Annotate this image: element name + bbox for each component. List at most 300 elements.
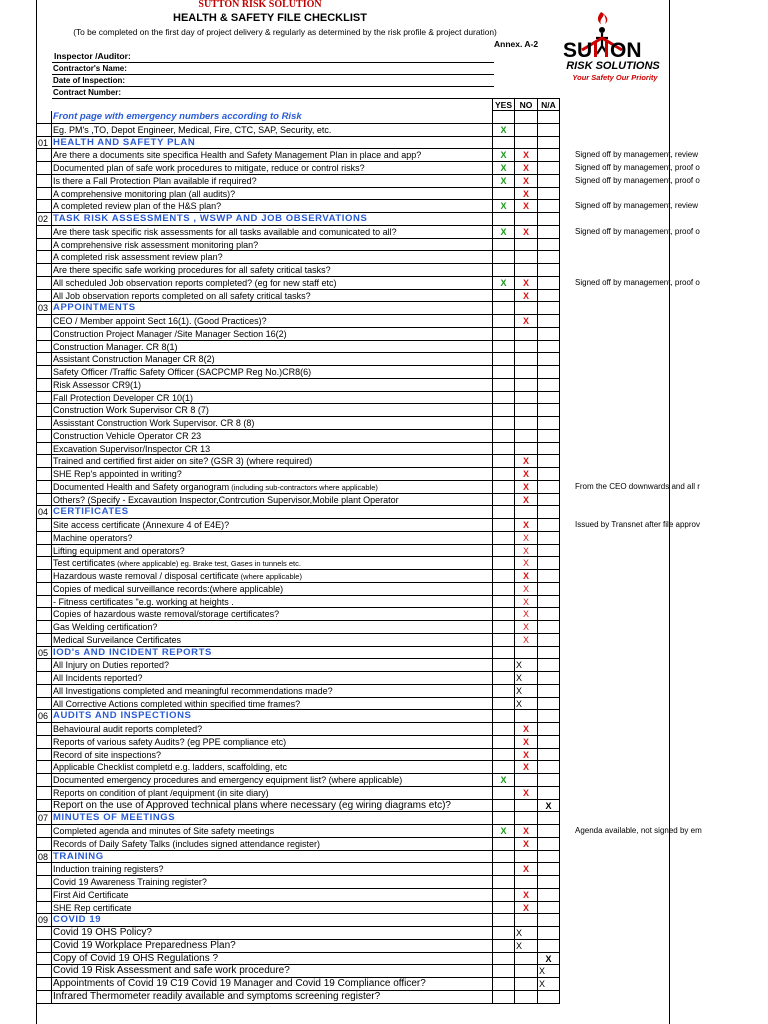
section-number: 07 [36, 812, 52, 825]
n-checkbox-cell[interactable] [515, 494, 538, 507]
y-checkbox-cell[interactable] [492, 188, 515, 201]
a-checkbox-cell[interactable] [538, 634, 560, 647]
section-number [36, 404, 52, 417]
section-number [36, 455, 52, 468]
checklist-row [0, 239, 768, 252]
a-checkbox-cell[interactable] [538, 953, 560, 966]
n-mark: X [522, 724, 529, 734]
y-checkbox-cell[interactable] [492, 749, 515, 762]
checklist-row [0, 264, 768, 277]
n-checkbox-cell[interactable] [515, 723, 538, 736]
a-checkbox-cell[interactable] [538, 277, 560, 290]
question-label: Test certificates [53, 558, 116, 569]
n-checkbox-cell[interactable] [515, 863, 538, 876]
question-label: Construction Work Supervisor CR 8 (7) [53, 405, 209, 416]
n-mark: X [522, 596, 529, 607]
empty-cell [538, 647, 560, 660]
empty-cell [538, 914, 560, 927]
y-checkbox-cell[interactable] [492, 379, 515, 392]
y-checkbox-cell[interactable] [492, 200, 515, 213]
n-checkbox-cell[interactable] [515, 468, 538, 481]
checklist-row [0, 965, 768, 978]
a-checkbox-cell[interactable] [538, 494, 560, 507]
question-text [52, 290, 492, 303]
y-checkbox-cell[interactable] [492, 698, 515, 711]
y-checkbox-cell[interactable] [492, 251, 515, 264]
question-label: Trained and certified first aider on site? (GSR 3) (where required) [53, 456, 313, 467]
checklist-row [0, 902, 768, 915]
empty-cell [538, 137, 560, 150]
y-checkbox-cell[interactable] [492, 953, 515, 966]
y-checkbox-cell[interactable] [492, 494, 515, 507]
checklist-row [0, 723, 768, 736]
a-checkbox-cell[interactable] [538, 800, 560, 813]
question-label: All Corrective Actions completed within specified time frames? [53, 698, 301, 709]
n-checkbox-cell[interactable] [515, 404, 538, 417]
n-mark: X [522, 902, 529, 913]
y-checkbox-cell[interactable] [492, 417, 515, 430]
y-checkbox-cell[interactable] [492, 965, 515, 978]
section-number [36, 111, 52, 124]
n-mark: X [522, 532, 529, 543]
question-note: (where applicable) [238, 572, 302, 581]
section-number [36, 787, 52, 800]
n-checkbox-cell[interactable] [515, 277, 538, 290]
question-label: All Injury on Duties reported? [53, 660, 170, 671]
y-checkbox-cell[interactable] [492, 392, 515, 405]
n-checkbox-cell[interactable] [515, 736, 538, 749]
n-checkbox-cell[interactable] [515, 341, 538, 354]
section-number [36, 341, 52, 354]
a-checkbox-cell[interactable] [538, 404, 560, 417]
a-checkbox-cell[interactable] [538, 353, 560, 366]
y-checkbox-cell[interactable] [492, 430, 515, 443]
a-checkbox-cell[interactable] [538, 965, 560, 978]
y-checkbox-cell[interactable] [492, 736, 515, 749]
y-checkbox-cell[interactable] [492, 787, 515, 800]
checklist-row [0, 685, 768, 698]
question-label: Are there specific safe working procedures for all safety critical tasks? [53, 265, 331, 275]
a-checkbox-cell[interactable] [538, 557, 560, 570]
section-title [52, 812, 492, 825]
a-checkbox-cell[interactable] [538, 570, 560, 583]
section-header-row [0, 213, 768, 226]
a-checkbox-cell[interactable] [538, 889, 560, 902]
y-checkbox-cell[interactable] [492, 838, 515, 851]
question-text [52, 940, 492, 953]
n-checkbox-cell[interactable] [515, 940, 538, 953]
y-checkbox-cell[interactable] [492, 659, 515, 672]
n-checkbox-cell[interactable] [515, 825, 538, 838]
section-number [36, 991, 52, 1004]
a-checkbox-cell[interactable] [538, 685, 560, 698]
a-checkbox-cell[interactable] [538, 940, 560, 953]
n-checkbox-cell[interactable] [515, 315, 538, 328]
checklist-row [0, 672, 768, 685]
a-checkbox-cell[interactable] [538, 736, 560, 749]
y-checkbox-cell[interactable] [492, 328, 515, 341]
question-text [52, 239, 492, 252]
y-checkbox-cell[interactable] [492, 239, 515, 252]
y-checkbox-cell[interactable] [492, 366, 515, 379]
a-checkbox-cell[interactable] [538, 596, 560, 609]
n-checkbox-cell[interactable] [515, 953, 538, 966]
y-checkbox-cell[interactable] [492, 991, 515, 1004]
a-checkbox-cell[interactable] [538, 226, 560, 239]
section-number [36, 545, 52, 558]
n-checkbox-cell[interactable] [515, 889, 538, 902]
question-label: APPOINTMENTS [53, 302, 136, 314]
contract-number-field[interactable]: Contract Number: [52, 87, 494, 99]
n-checkbox-cell[interactable] [515, 519, 538, 532]
n-checkbox-cell[interactable] [515, 149, 538, 162]
question-text [52, 825, 492, 838]
n-mark: X [522, 163, 529, 173]
question-text [52, 341, 492, 354]
y-mark: X [500, 277, 507, 288]
a-mark: X [539, 966, 546, 977]
question-note: (including sub-contractors where applicable) [229, 482, 378, 492]
n-checkbox-cell[interactable] [515, 226, 538, 239]
question-text [52, 723, 492, 736]
section-number [36, 468, 52, 481]
n-checkbox-cell[interactable] [515, 965, 538, 978]
n-checkbox-cell[interactable] [515, 608, 538, 621]
a-checkbox-cell[interactable] [538, 149, 560, 162]
n-mark: X [516, 673, 523, 683]
n-mark: X [522, 494, 529, 505]
question-text [52, 455, 492, 468]
section-number [36, 366, 52, 379]
section-number [36, 315, 52, 328]
question-text [52, 149, 492, 162]
question-label: A comprehensive risk assessment monitoring plan? [53, 239, 259, 250]
question-label: CEO / Member appoint Sect 16(1). (Good Practices)? [53, 316, 267, 326]
row-note: Signed off by management, proof o [575, 226, 700, 236]
a-checkbox-cell[interactable] [538, 787, 560, 800]
checklist-row [0, 940, 768, 953]
y-mark: X [500, 124, 507, 135]
n-checkbox-cell[interactable] [515, 290, 538, 303]
section-number [36, 175, 52, 188]
a-checkbox-cell[interactable] [538, 876, 560, 889]
question-label: First Aid Certificate [53, 889, 129, 900]
a-checkbox-cell[interactable] [538, 838, 560, 851]
question-label: SHE Rep's appointed in writing? [53, 469, 182, 479]
contractor-name-field[interactable]: Contractor's Name: [52, 63, 494, 75]
a-checkbox-cell[interactable] [538, 290, 560, 303]
n-checkbox-cell[interactable] [515, 761, 538, 774]
sutton-logo [560, 8, 666, 90]
n-mark: X [522, 609, 529, 620]
y-mark: X [500, 226, 507, 237]
y-checkbox-cell[interactable] [492, 149, 515, 162]
n-checkbox-cell[interactable] [515, 991, 538, 1004]
n-checkbox-cell[interactable] [515, 621, 538, 634]
a-checkbox-cell[interactable] [538, 978, 560, 991]
question-label: Assistant Construction Manager CR 8(2) [53, 354, 215, 365]
a-checkbox-cell[interactable] [538, 825, 560, 838]
row-note: Signed off by management, proof o [575, 163, 700, 172]
y-checkbox-cell[interactable] [492, 927, 515, 940]
n-checkbox-cell[interactable] [515, 353, 538, 366]
y-checkbox-cell[interactable] [492, 876, 515, 889]
y-checkbox-cell[interactable] [492, 277, 515, 290]
a-checkbox-cell[interactable] [538, 863, 560, 876]
question-note: (where applicable) eg. Brake test, Gases in tunnels etc. [115, 559, 301, 569]
a-checkbox-cell[interactable] [538, 188, 560, 201]
n-checkbox-cell[interactable] [515, 634, 538, 647]
a-checkbox-cell[interactable] [538, 532, 560, 545]
n-checkbox-cell[interactable] [515, 200, 538, 213]
n-checkbox-cell[interactable] [515, 443, 538, 456]
a-checkbox-cell[interactable] [538, 239, 560, 252]
a-checkbox-cell[interactable] [538, 749, 560, 762]
a-checkbox-cell[interactable] [538, 264, 560, 277]
n-checkbox-cell[interactable] [515, 162, 538, 175]
n-checkbox-cell[interactable] [515, 251, 538, 264]
question-label: MINUTES OF MEETINGS [53, 812, 176, 824]
y-checkbox-cell[interactable] [492, 940, 515, 953]
n-mark: X [522, 889, 529, 900]
svg-text:ON: ON [610, 39, 642, 62]
a-checkbox-cell[interactable] [538, 723, 560, 736]
row-note: Signed off by management, proof o [575, 277, 700, 287]
section-number [36, 774, 52, 787]
n-checkbox-cell[interactable] [515, 876, 538, 889]
a-checkbox-cell[interactable] [538, 468, 560, 481]
n-checkbox-cell[interactable] [515, 175, 538, 188]
a-checkbox-cell[interactable] [538, 545, 560, 558]
y-checkbox-cell[interactable] [492, 341, 515, 354]
a-checkbox-cell[interactable] [538, 200, 560, 213]
a-checkbox-cell[interactable] [538, 175, 560, 188]
n-checkbox-cell[interactable] [515, 481, 538, 494]
question-label: Covid 19 Awareness Training register? [53, 877, 207, 887]
logo-tagline: Your Safety Our Priority [572, 73, 658, 82]
a-checkbox-cell[interactable] [538, 443, 560, 456]
svg-text:SU: SU [563, 39, 593, 62]
a-checkbox-cell[interactable] [538, 124, 560, 137]
y-checkbox-cell[interactable] [492, 455, 515, 468]
empty-cell [538, 213, 560, 226]
question-label: Medical Surveilance Certificates [53, 634, 182, 645]
y-mark: X [500, 775, 507, 785]
n-mark: X [522, 864, 529, 875]
y-checkbox-cell[interactable] [492, 774, 515, 787]
question-label: All Job observation reports completed on all safety critical tasks? [53, 290, 311, 301]
section-number [36, 634, 52, 647]
n-mark: X [522, 226, 529, 237]
a-checkbox-cell[interactable] [538, 162, 560, 175]
a-checkbox-cell[interactable] [538, 672, 560, 685]
document-subtitle: (To be completed on the first day of project delivery & regularly as determined by the risk profile & project duration) [73, 27, 497, 37]
y-checkbox-cell[interactable] [492, 532, 515, 545]
a-checkbox-cell[interactable] [538, 583, 560, 596]
section-number [36, 672, 52, 685]
a-checkbox-cell[interactable] [538, 430, 560, 443]
a-checkbox-cell[interactable] [538, 481, 560, 494]
n-checkbox-cell[interactable] [515, 596, 538, 609]
empty-cell [515, 111, 538, 124]
a-checkbox-cell[interactable] [538, 659, 560, 672]
y-checkbox-cell[interactable] [492, 226, 515, 239]
y-checkbox-cell[interactable] [492, 863, 515, 876]
section-title [52, 213, 492, 226]
n-checkbox-cell[interactable] [515, 749, 538, 762]
question-label: Front page with emergency numbers according to Risk [53, 111, 302, 122]
section-number [36, 557, 52, 570]
inspection-date-field[interactable]: Date of Inspection: [52, 75, 494, 87]
n-checkbox-cell[interactable] [515, 366, 538, 379]
y-checkbox-cell[interactable] [492, 353, 515, 366]
n-checkbox-cell[interactable] [515, 583, 538, 596]
question-text [52, 481, 492, 494]
a-checkbox-cell[interactable] [538, 927, 560, 940]
a-checkbox-cell[interactable] [538, 991, 560, 1004]
y-checkbox-cell[interactable] [492, 621, 515, 634]
section-number [36, 353, 52, 366]
y-checkbox-cell[interactable] [492, 685, 515, 698]
n-checkbox-cell[interactable] [515, 188, 538, 201]
y-checkbox-cell[interactable] [492, 162, 515, 175]
n-checkbox-cell[interactable] [515, 328, 538, 341]
n-checkbox-cell[interactable] [515, 774, 538, 787]
y-checkbox-cell[interactable] [492, 596, 515, 609]
empty-cell [515, 302, 538, 315]
empty-cell [492, 137, 515, 150]
question-text [52, 175, 492, 188]
n-checkbox-cell[interactable] [515, 698, 538, 711]
n-checkbox-cell[interactable] [515, 379, 538, 392]
question-text [52, 404, 492, 417]
a-checkbox-cell[interactable] [538, 621, 560, 634]
y-checkbox-cell[interactable] [492, 608, 515, 621]
y-checkbox-cell[interactable] [492, 404, 515, 417]
logo-line2: RISK SOLUTIONS [566, 60, 660, 72]
checklist-row [0, 825, 768, 838]
row-note: Agenda available, not signed by em [575, 826, 702, 835]
a-checkbox-cell[interactable] [538, 417, 560, 430]
section-header-row [0, 812, 768, 825]
a-checkbox-cell[interactable] [538, 455, 560, 468]
y-checkbox-cell[interactable] [492, 825, 515, 838]
section-number [36, 800, 52, 813]
a-checkbox-cell[interactable] [538, 519, 560, 532]
y-checkbox-cell[interactable] [492, 443, 515, 456]
y-checkbox-cell[interactable] [492, 468, 515, 481]
n-checkbox-cell[interactable] [515, 570, 538, 583]
section-title [52, 302, 492, 315]
column-no-header: NO [515, 98, 538, 111]
y-mark: X [500, 201, 507, 212]
y-checkbox-cell[interactable] [492, 978, 515, 991]
n-checkbox-cell[interactable] [515, 430, 538, 443]
y-checkbox-cell[interactable] [492, 570, 515, 583]
a-checkbox-cell[interactable] [538, 379, 560, 392]
n-checkbox-cell[interactable] [515, 927, 538, 940]
y-checkbox-cell[interactable] [492, 800, 515, 813]
y-checkbox-cell[interactable] [492, 545, 515, 558]
a-checkbox-cell[interactable] [538, 608, 560, 621]
a-checkbox-cell[interactable] [538, 341, 560, 354]
y-checkbox-cell[interactable] [492, 175, 515, 188]
section-number [36, 494, 52, 507]
y-checkbox-cell[interactable] [492, 124, 515, 137]
question-label: Assisstant Construction Work Supervisor. CR 8 (8) [53, 418, 255, 428]
a-checkbox-cell[interactable] [538, 774, 560, 787]
checklist-row [0, 328, 768, 341]
y-checkbox-cell[interactable] [492, 889, 515, 902]
question-label: Infrared Thermometer readily available and symptoms screening register? [53, 990, 381, 1002]
y-checkbox-cell[interactable] [492, 290, 515, 303]
section-number [36, 596, 52, 609]
n-checkbox-cell[interactable] [515, 838, 538, 851]
y-checkbox-cell[interactable] [492, 264, 515, 277]
a-checkbox-cell[interactable] [538, 392, 560, 405]
n-mark: X [516, 685, 523, 696]
a-checkbox-cell[interactable] [538, 315, 560, 328]
a-checkbox-cell[interactable] [538, 902, 560, 915]
n-checkbox-cell[interactable] [515, 417, 538, 430]
y-mark: X [500, 175, 507, 186]
n-checkbox-cell[interactable] [515, 800, 538, 813]
section-number [36, 876, 52, 889]
checklist-row [0, 111, 768, 124]
a-checkbox-cell[interactable] [538, 761, 560, 774]
n-checkbox-cell[interactable] [515, 392, 538, 405]
section-title [52, 506, 492, 519]
y-checkbox-cell[interactable] [492, 634, 515, 647]
y-checkbox-cell[interactable] [492, 723, 515, 736]
n-checkbox-cell[interactable] [515, 659, 538, 672]
y-checkbox-cell[interactable] [492, 672, 515, 685]
y-checkbox-cell[interactable] [492, 583, 515, 596]
n-mark: X [522, 762, 529, 773]
a-checkbox-cell[interactable] [538, 251, 560, 264]
empty-cell [515, 851, 538, 864]
n-checkbox-cell[interactable] [515, 902, 538, 915]
n-checkbox-cell[interactable] [515, 264, 538, 277]
n-checkbox-cell[interactable] [515, 685, 538, 698]
n-checkbox-cell[interactable] [515, 239, 538, 252]
n-checkbox-cell[interactable] [515, 787, 538, 800]
n-checkbox-cell[interactable] [515, 978, 538, 991]
checklist-row [0, 570, 768, 583]
question-text [52, 251, 492, 264]
a-checkbox-cell[interactable] [538, 698, 560, 711]
y-checkbox-cell[interactable] [492, 902, 515, 915]
a-checkbox-cell[interactable] [538, 328, 560, 341]
n-checkbox-cell[interactable] [515, 545, 538, 558]
a-checkbox-cell[interactable] [538, 366, 560, 379]
n-checkbox-cell[interactable] [515, 455, 538, 468]
question-text [52, 991, 492, 1004]
y-checkbox-cell[interactable] [492, 557, 515, 570]
y-checkbox-cell[interactable] [492, 315, 515, 328]
question-text [52, 800, 492, 813]
question-label: Copies of medical surveillance records:(where applicable) [53, 583, 284, 594]
n-checkbox-cell[interactable] [515, 557, 538, 570]
y-checkbox-cell[interactable] [492, 761, 515, 774]
n-checkbox-cell[interactable] [515, 672, 538, 685]
y-checkbox-cell[interactable] [492, 481, 515, 494]
question-text [52, 698, 492, 711]
n-checkbox-cell[interactable] [515, 532, 538, 545]
question-text [52, 124, 492, 137]
y-checkbox-cell[interactable] [492, 519, 515, 532]
n-checkbox-cell[interactable] [515, 124, 538, 137]
